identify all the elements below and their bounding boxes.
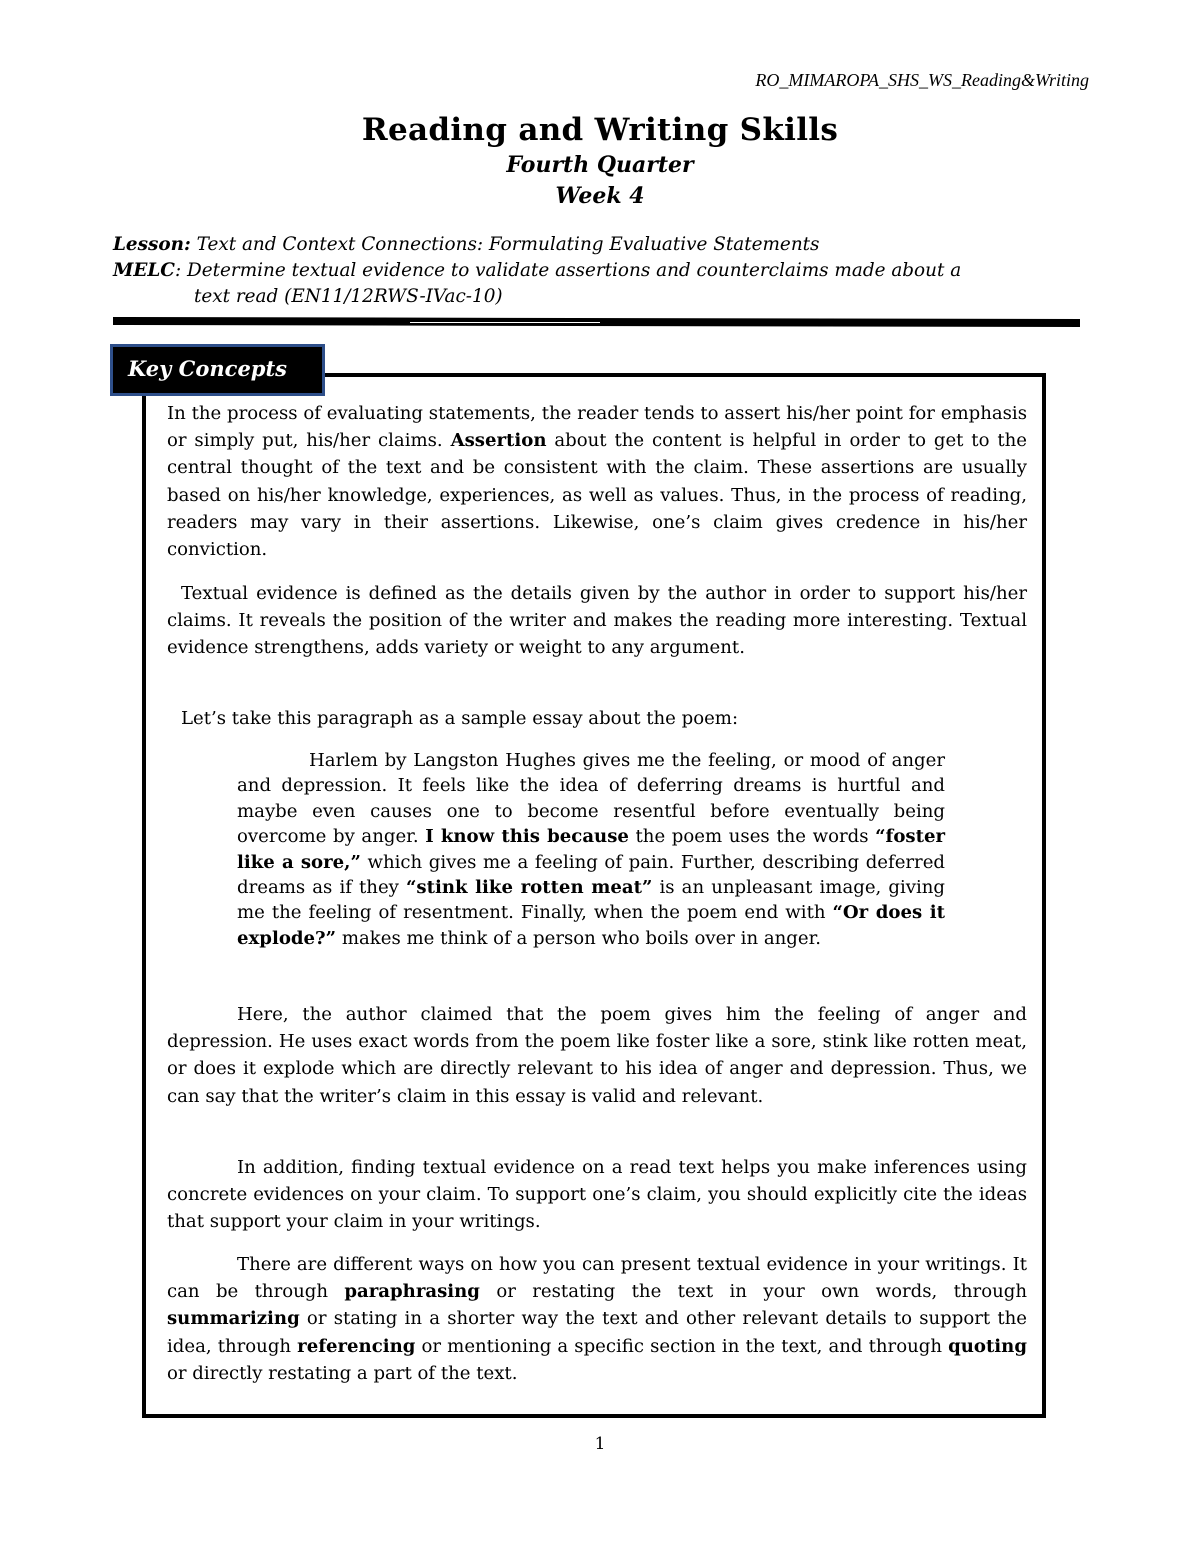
text-run: about the content is helpful in order to get to the central thought of the text and be consistent with the claim. These assertions are usually based on his/her knowledge, experiences, as well as values. Thus, in the process of reading, readers may vary in their assertions. Likewise, one’s claim gives credence in his/her conviction. — [167, 430, 1027, 561]
paragraph-analysis: Here, the author claimed that the poem gives him the feeling of anger and depression. He uses exact words from the poem like foster like a sore, stink like rotten meat, or does it explode which are directly relevant to his idea of anger and depression. Thus, we can say that the writer’s claim in this essay is valid and relevant. — [167, 1004, 1027, 1107]
text-run: In the process of evaluating statements, the reader tends to assert his/her point for emphasis or simply put, his/her claims. — [167, 403, 1027, 452]
key-concepts-tab — [110, 344, 325, 396]
text-run: the poem uses the words — [628, 826, 876, 848]
bold-term-quoting: quoting — [948, 1335, 1027, 1357]
lesson-text: Text and Context Connections: Formulating Evaluative Statements — [190, 234, 820, 255]
header-divider-highlight — [410, 322, 600, 323]
melc-line — [113, 258, 961, 284]
paragraph-addition: In addition, finding textual evidence on a read text helps you make inferences using concrete evidences on your claim. To support one’s claim, you should explicitly cite the ideas that support your claim in your writings. — [167, 1157, 1027, 1233]
text-run: makes me think of a person who boils over in anger. — [336, 927, 822, 949]
paragraph-sample-intro: Let’s take this paragraph as a sample essay about the poem: — [181, 708, 739, 729]
sample-essay — [237, 748, 945, 951]
text-run: which gives me a feeling of pain. Further, describing deferred dreams as if they — [237, 851, 945, 899]
quarter-subtitle: Fourth Quarter — [506, 152, 694, 178]
melc-label: MELC — [113, 260, 175, 281]
text-run: or restating the text in your own words, through — [479, 1281, 1027, 1303]
week-subtitle: Week 4 — [555, 183, 645, 209]
page-number: 1 — [594, 1434, 606, 1454]
key-concepts-label: Key Concepts — [128, 356, 288, 381]
paragraph-textual-evidence: Textual evidence is defined as the details given by the author in order to support his/her claims. It reveals the position of the writer and makes the reading more interesting. Textual evidence strengthens, adds variety or weight to any argument. — [167, 583, 1027, 659]
text-run: Harlem by Langston Hughes gives me the feeling, or mood of anger and depression. It feels like the idea of deferring dreams is hurtful and maybe even causes one to become resentful before eventually being overcome by anger. — [237, 750, 945, 848]
bold-term-paraphrasing: paraphrasing — [344, 1281, 480, 1303]
bold-quote: “foster like a sore,” — [237, 826, 945, 873]
document-code: RO_MIMAROPA_SHS_WS_Reading&Writing — [755, 70, 1089, 90]
text-run: There are different ways on how you can present textual evidence in your writings. It can be through — [167, 1254, 1027, 1303]
lesson-label: Lesson: — [113, 234, 191, 255]
lesson-line — [113, 232, 820, 258]
text-run: or mentioning a specific section in the text, and through — [415, 1335, 949, 1357]
bold-phrase: I know this because — [425, 826, 629, 848]
paragraph-ways — [167, 1251, 1027, 1387]
bold-quote: “stink like rotten meat” — [406, 877, 653, 899]
page-title: Reading and Writing Skills — [361, 112, 839, 148]
bold-term-assertion: Assertion — [450, 430, 547, 452]
paragraph-assertion — [167, 400, 1027, 563]
text-run: or directly restating a part of the text. — [167, 1362, 518, 1384]
bold-term-summarizing: summarizing — [167, 1308, 300, 1330]
bold-quote: “Or does it explode?” — [237, 902, 945, 949]
melc-continuation: text read (EN11/12RWS-IVac-10) — [194, 286, 503, 307]
text-run: is an unpleasant image, giving me the feeling of resentment. Finally, when the poem end with — [237, 877, 945, 924]
text-run: or stating in a shorter way the text and other relevant details to support the idea, through — [167, 1308, 1027, 1357]
bold-term-referencing: referencing — [297, 1335, 416, 1357]
melc-text: : Determine textual evidence to validate assertions and counterclaims made about a — [174, 260, 962, 281]
